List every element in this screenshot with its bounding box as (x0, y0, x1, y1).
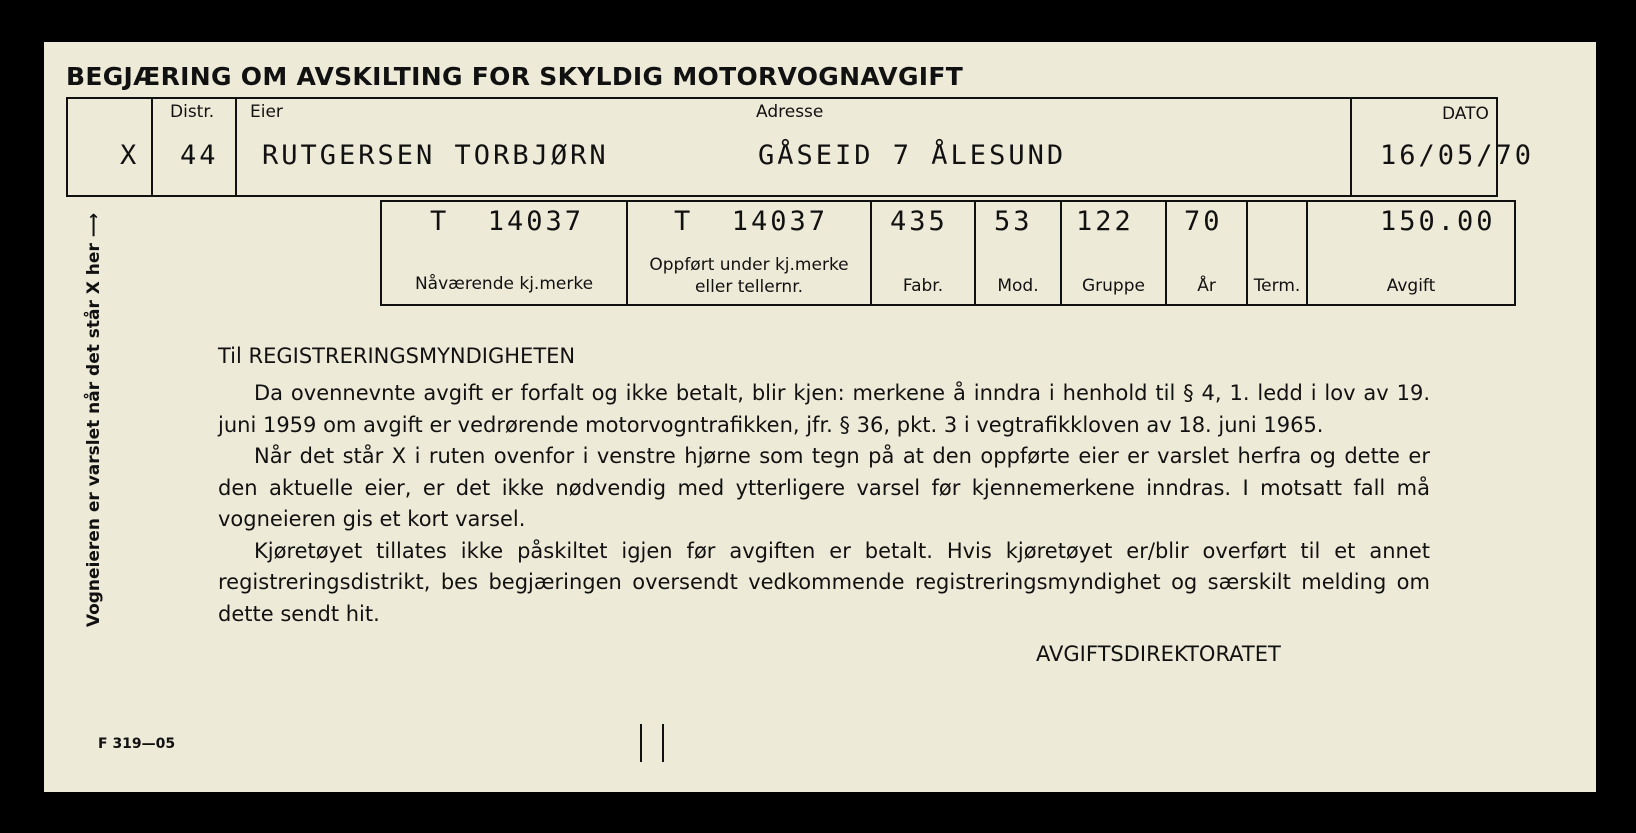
side-note-text: Vogneieren er varslet når det står X her (84, 243, 104, 628)
letter-body (218, 378, 1430, 630)
avgift-label: Avgift (1386, 276, 1436, 296)
eier-label: Eier (250, 102, 283, 122)
ar-value: 70 (1184, 206, 1223, 237)
oppfort-label-1: Oppført under kj.merke (649, 255, 849, 275)
dato-label: DATO (1442, 104, 1489, 124)
term-label: Term. (1253, 276, 1301, 296)
dato-value: 16/05/70 (1380, 140, 1535, 171)
letter-paragraph-1: Da ovennevnte avgift er forfalt og ikke betalt, blir kjen: merkene å inndra i henhold til § 4, 1. ledd i lov av 19. juni 1959 om avgift er vedrørende motorvogntrafikken, jfr. § 36, pkt. 3 i vegtrafikkloven av 18. juni 1965. (218, 381, 1430, 437)
letter-paragraph-3: Kjøretøyet tillates ikke påskiltet igjen før avgiften er betalt. Hvis kjøretøyet er/blir overført til et annet registreringsdistrikt, bes begjæringen oversendt vedkommende registreringsmyndighet og særskilt melding om dette sendt hit. (218, 538, 1430, 626)
notified-mark: X (120, 140, 140, 171)
form-title: BEGJÆRING OM AVSKILTING FOR SKYLDIG MOTORVOGNAVGIFT (66, 62, 964, 91)
navarende-label: Nåværende kj.merke (414, 274, 594, 294)
mod-value: 53 (994, 206, 1033, 237)
distr-value: 44 (180, 140, 219, 171)
oppfort-label-2: eller tellernr. (694, 277, 804, 297)
avgift-value: 150.00 (1380, 206, 1496, 237)
letter-paragraph-2: Når det står X i ruten ovenfor i venstre hjørne som tegn på at den oppførte eier er varslet herfra og dette er den aktuelle eier, er det ikke nødvendig med ytterligere varsel før kjennemerkene inndras. I motsatt fall må vogneieren gis et kort varsel. (218, 444, 1430, 531)
gruppe-label: Gruppe (1082, 276, 1145, 296)
form-number: F 319—05 (98, 736, 176, 752)
divider (235, 99, 237, 195)
divider (151, 99, 153, 195)
oppfort-value: T 14037 (674, 206, 829, 237)
distr-label: Distr. (170, 102, 215, 122)
adresse-value: GÅSEID 7 ÅLESUND (758, 140, 1067, 171)
navarende-value: T 14037 (430, 206, 585, 237)
eier-value: RUTGERSEN TORBJØRN (262, 140, 609, 171)
avskilting-form (44, 42, 1596, 792)
perforation-mark (662, 724, 664, 762)
letter-heading: Til REGISTRERINGSMYNDIGHETEN (218, 344, 576, 368)
perforation-mark (640, 724, 642, 762)
ar-label: År (1197, 276, 1216, 296)
adresse-label: Adresse (756, 102, 824, 122)
divider (1350, 99, 1352, 195)
mod-label: Mod. (997, 276, 1039, 296)
fabr-value: 435 (890, 206, 948, 237)
fabr-label: Fabr. (902, 276, 944, 296)
gruppe-value: 122 (1076, 206, 1134, 237)
arrow-right-icon: ⟶ (84, 212, 104, 238)
signature: AVGIFTSDIREKTORATET (1036, 642, 1281, 666)
